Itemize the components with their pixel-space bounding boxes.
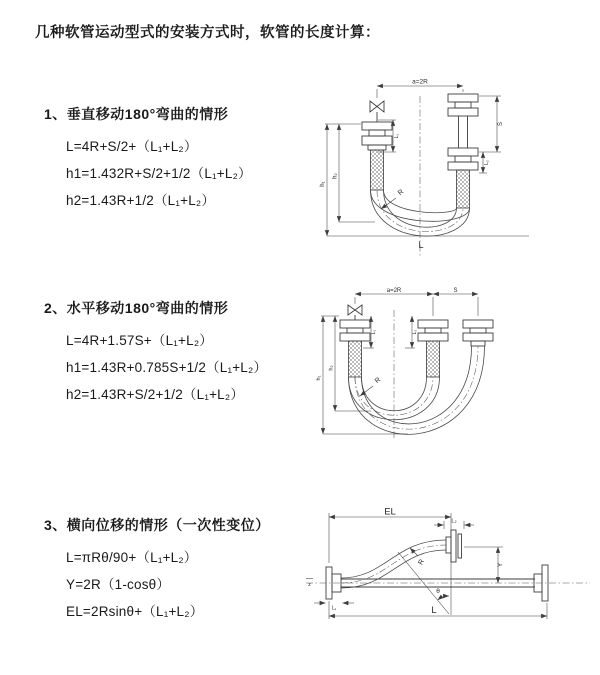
braided-hose-section bbox=[457, 170, 470, 208]
formula-h1: h1=1.43R+0.785S+1/2（L₁+L₂） bbox=[66, 360, 268, 375]
radius-callout bbox=[360, 377, 382, 396]
section-1-heading: 1、垂直移动180°弯曲的情形 bbox=[44, 106, 229, 122]
formula-y: Y=2R（1-cosθ） bbox=[66, 577, 171, 592]
valve-symbol bbox=[370, 101, 384, 122]
dim-label-theta: θ bbox=[436, 588, 440, 595]
dim-label-r: R bbox=[373, 376, 383, 386]
left-flange-fitting bbox=[362, 122, 392, 190]
dimension-h2 bbox=[333, 124, 376, 222]
middle-flange-fitting bbox=[418, 320, 448, 377]
formula-length: L=4R+S/2+（L₁+L₂） bbox=[66, 139, 198, 154]
dim-label-a2r: a=2R bbox=[412, 78, 428, 86]
formula-h1: h1=1.432R+S/2+1/2（L₁+L₂） bbox=[66, 166, 252, 181]
centerline-mark-label: z bbox=[308, 582, 311, 588]
dimension-s bbox=[479, 96, 504, 152]
dim-label-l: L bbox=[431, 605, 437, 616]
dim-label-l: L bbox=[418, 240, 424, 250]
dim-label-l1: L₁ bbox=[394, 133, 400, 139]
dim-label-h2: h₂ bbox=[328, 365, 335, 371]
dim-label-h2: h₂ bbox=[332, 173, 339, 179]
left-flange-fitting bbox=[340, 320, 370, 377]
section-vertical-movement bbox=[44, 104, 324, 214]
dimension-h1 bbox=[320, 121, 529, 236]
upper-flange-fitting bbox=[446, 530, 462, 562]
dim-label-r: R bbox=[417, 558, 426, 567]
dim-label-s: S bbox=[453, 288, 458, 294]
section-3-heading: 3、横向位移的情形（一次性变位） bbox=[44, 517, 270, 533]
dim-label-h1: h₁ bbox=[320, 181, 326, 187]
diagram-lateral-displacement bbox=[298, 503, 598, 638]
formula-el: EL=2Rsinθ+（L₁+L₂） bbox=[66, 604, 204, 619]
section-horizontal-movement bbox=[44, 298, 324, 408]
dim-label-el: EL bbox=[384, 506, 396, 518]
dimension-l2 bbox=[434, 519, 474, 530]
formula-h2: h2=1.43R+S/2+1/2（L₁+L₂） bbox=[66, 387, 245, 402]
dimension-l1 bbox=[314, 603, 354, 612]
dim-label-l2: L₂ bbox=[484, 160, 490, 165]
dim-label-l1: L₁ bbox=[371, 329, 377, 335]
formula-length: L=4R+1.57S+（L₁+L₂） bbox=[66, 333, 213, 348]
braided-hose-section bbox=[371, 150, 384, 190]
diagram-horizontal-180-bend bbox=[313, 286, 598, 456]
dimension-l2 bbox=[479, 152, 490, 173]
braided-hose-section bbox=[349, 341, 362, 377]
dimension-l2 bbox=[405, 316, 418, 348]
dimension-y bbox=[464, 547, 504, 583]
section-lateral-displacement bbox=[44, 515, 324, 625]
right-flange-fitting bbox=[448, 94, 478, 208]
hose-s-curve bbox=[341, 540, 446, 588]
dimension-s bbox=[433, 288, 478, 316]
dim-label-h1: h₁ bbox=[316, 375, 322, 381]
dimension-a-2r bbox=[377, 79, 463, 99]
dim-label-s: S bbox=[498, 121, 504, 127]
dim-label-a2r: a=2R bbox=[386, 288, 402, 294]
diagram-vertical-180-bend bbox=[317, 76, 592, 261]
right-flange-fitting bbox=[463, 320, 493, 346]
dim-label-l2: L₂ bbox=[451, 518, 457, 525]
formula-h2: h2=1.43R+1/2（L₁+L₂） bbox=[66, 193, 216, 208]
dim-label-y: Y bbox=[497, 562, 504, 568]
radius-callout bbox=[410, 548, 426, 566]
dim-label-l1: L₁ bbox=[331, 605, 337, 612]
page-title: 几种软管运动型式的安装方式时，软管的长度计算： bbox=[35, 25, 380, 41]
dim-label-l2: L₂ bbox=[412, 329, 418, 335]
hose-u-bend bbox=[349, 346, 485, 434]
dim-label-r: R bbox=[396, 188, 406, 198]
valve-symbol bbox=[348, 305, 362, 320]
dimension-el bbox=[329, 507, 451, 616]
braided-hose-section bbox=[427, 341, 440, 377]
dimension-l bbox=[329, 601, 547, 619]
formula-length: L=πRθ/90+（L₁+L₂） bbox=[66, 550, 198, 565]
section-2-heading: 2、水平移动180°弯曲的情形 bbox=[44, 300, 229, 316]
